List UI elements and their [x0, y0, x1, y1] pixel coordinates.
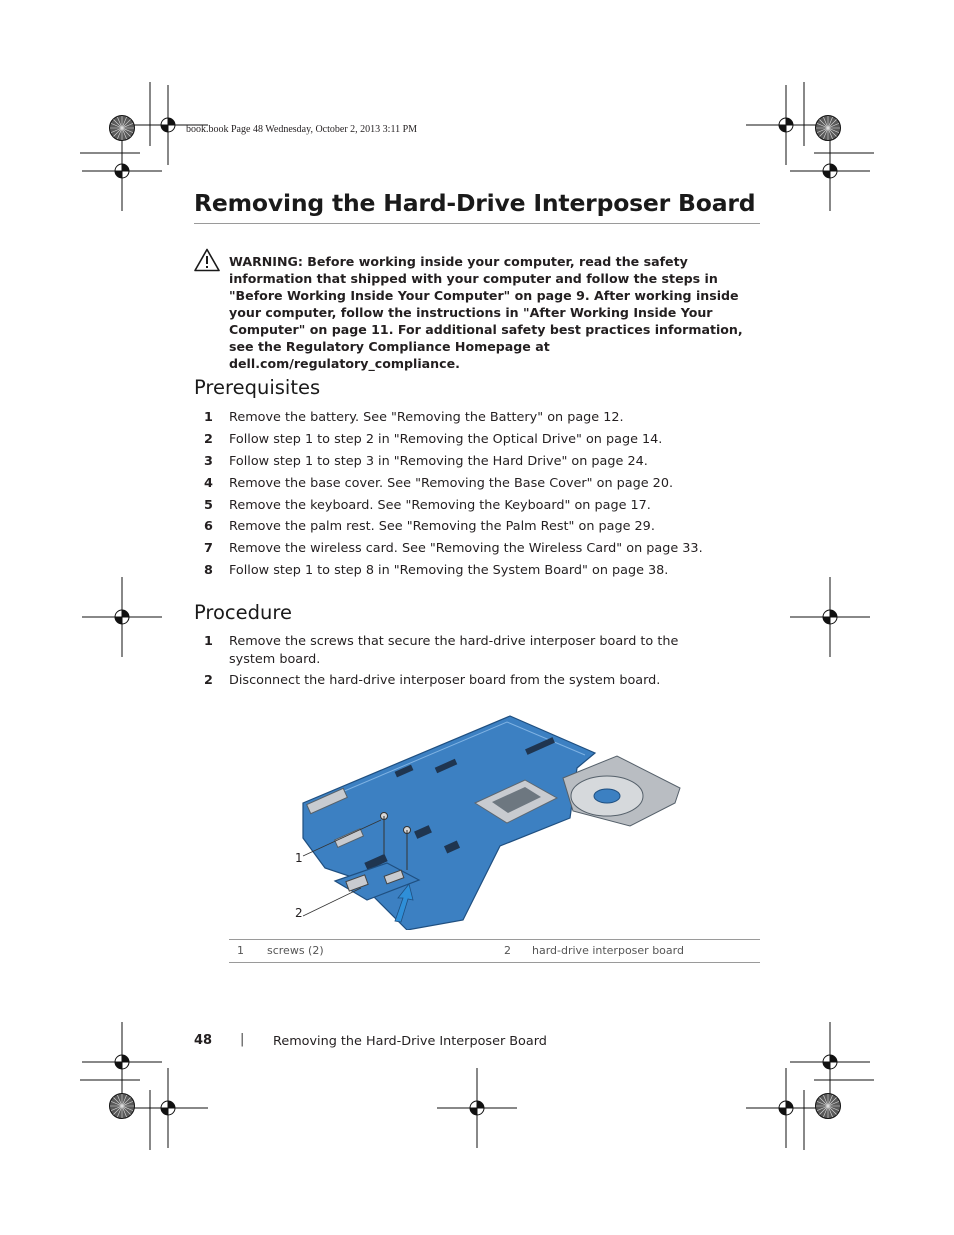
step-text: Remove the palm rest. See "Removing the Palm Rest" on page 29. — [229, 519, 655, 535]
callout-1: 1 — [295, 851, 303, 865]
step-number: 7 — [204, 541, 213, 557]
page-title: Removing the Hard-Drive Interposer Board — [194, 189, 756, 217]
registration-mark — [790, 131, 870, 211]
registration-mark — [790, 1022, 870, 1102]
title-divider — [194, 223, 760, 224]
step-text: Remove the keyboard. See "Removing the Keyboard" on page 17. — [229, 497, 651, 513]
step-number: 8 — [204, 563, 213, 579]
warning-triangle-icon — [194, 248, 220, 272]
footer-section-title: Removing the Hard-Drive Interposer Board — [273, 1034, 547, 1049]
step-item — [204, 518, 764, 540]
step-text: Remove the base cover. See "Removing the Base Cover" on page 20. — [229, 475, 674, 491]
starburst-target-mark — [110, 1094, 135, 1119]
section-heading-prerequisites: Prerequisites — [194, 376, 321, 399]
registration-mark — [437, 1068, 517, 1148]
footer-separator: | — [240, 1032, 245, 1047]
step-text: Follow step 1 to step 3 in "Removing the Hard Drive" on page 24. — [229, 453, 648, 469]
step-text: Disconnect the hard-drive interposer board from the system board. — [229, 673, 661, 688]
step-number: 5 — [204, 497, 213, 513]
step-number: 2 — [204, 431, 213, 447]
callout-2: 2 — [295, 906, 303, 920]
legend-number: 1 — [237, 944, 244, 957]
starburst-target-mark — [816, 1094, 841, 1119]
step-number: 4 — [204, 475, 213, 491]
step-item — [204, 540, 764, 562]
step-item — [204, 409, 764, 431]
step-number: 1 — [204, 410, 213, 425]
system-board-illustration — [295, 708, 685, 930]
starburst-target-mark — [110, 116, 135, 141]
step-item — [204, 672, 684, 690]
step-number: 6 — [204, 519, 213, 535]
warning-text: WARNING: Before working inside your computer, read the safety information that shipped with your computer and follow the steps in "Before Working Inside Your Computer" on page 9. After working inside your computer, follow the instructions in "After Working Inside Your Computer" on page 11. For additional safety best practices information, see the Regulatory Compliance Homepage at dell.com/regulatory_compliance. — [229, 254, 743, 371]
step-number: 3 — [204, 453, 213, 469]
step-item — [204, 453, 764, 475]
print-slug: book.book Page 48 Wednesday, October 2, 2013 3:11 PM — [186, 124, 418, 135]
legend-label: screws (2) — [267, 944, 324, 957]
prerequisites-list — [204, 409, 764, 584]
figure-legend — [229, 939, 760, 963]
step-text: Follow step 1 to step 2 in "Removing the Optical Drive" on page 14. — [229, 431, 663, 447]
section-heading-procedure: Procedure — [194, 601, 292, 624]
step-number: 1 — [204, 634, 213, 649]
procedure-list — [204, 633, 684, 690]
step-text: Follow step 1 to step 8 in "Removing the System Board" on page 38. — [229, 563, 669, 579]
step-text: Remove the wireless card. See "Removing the Wireless Card" on page 33. — [229, 541, 703, 557]
page-number: 48 — [194, 1033, 213, 1048]
step-text: Remove the screws that secure the hard-drive interposer board to the system board. — [229, 634, 679, 667]
system-board — [303, 716, 595, 930]
registration-mark — [790, 577, 870, 657]
step-item — [204, 497, 764, 519]
step-item — [204, 431, 764, 453]
step-item — [204, 562, 764, 584]
starburst-target-mark — [816, 116, 841, 141]
step-text: Remove the battery. See "Removing the Battery" on page 12. — [229, 410, 624, 425]
step-item — [204, 475, 764, 497]
legend-number: 2 — [504, 944, 511, 957]
step-number: 2 — [204, 673, 213, 688]
legend-label: hard-drive interposer board — [532, 944, 684, 957]
registration-mark — [82, 577, 162, 657]
step-item — [204, 633, 684, 669]
